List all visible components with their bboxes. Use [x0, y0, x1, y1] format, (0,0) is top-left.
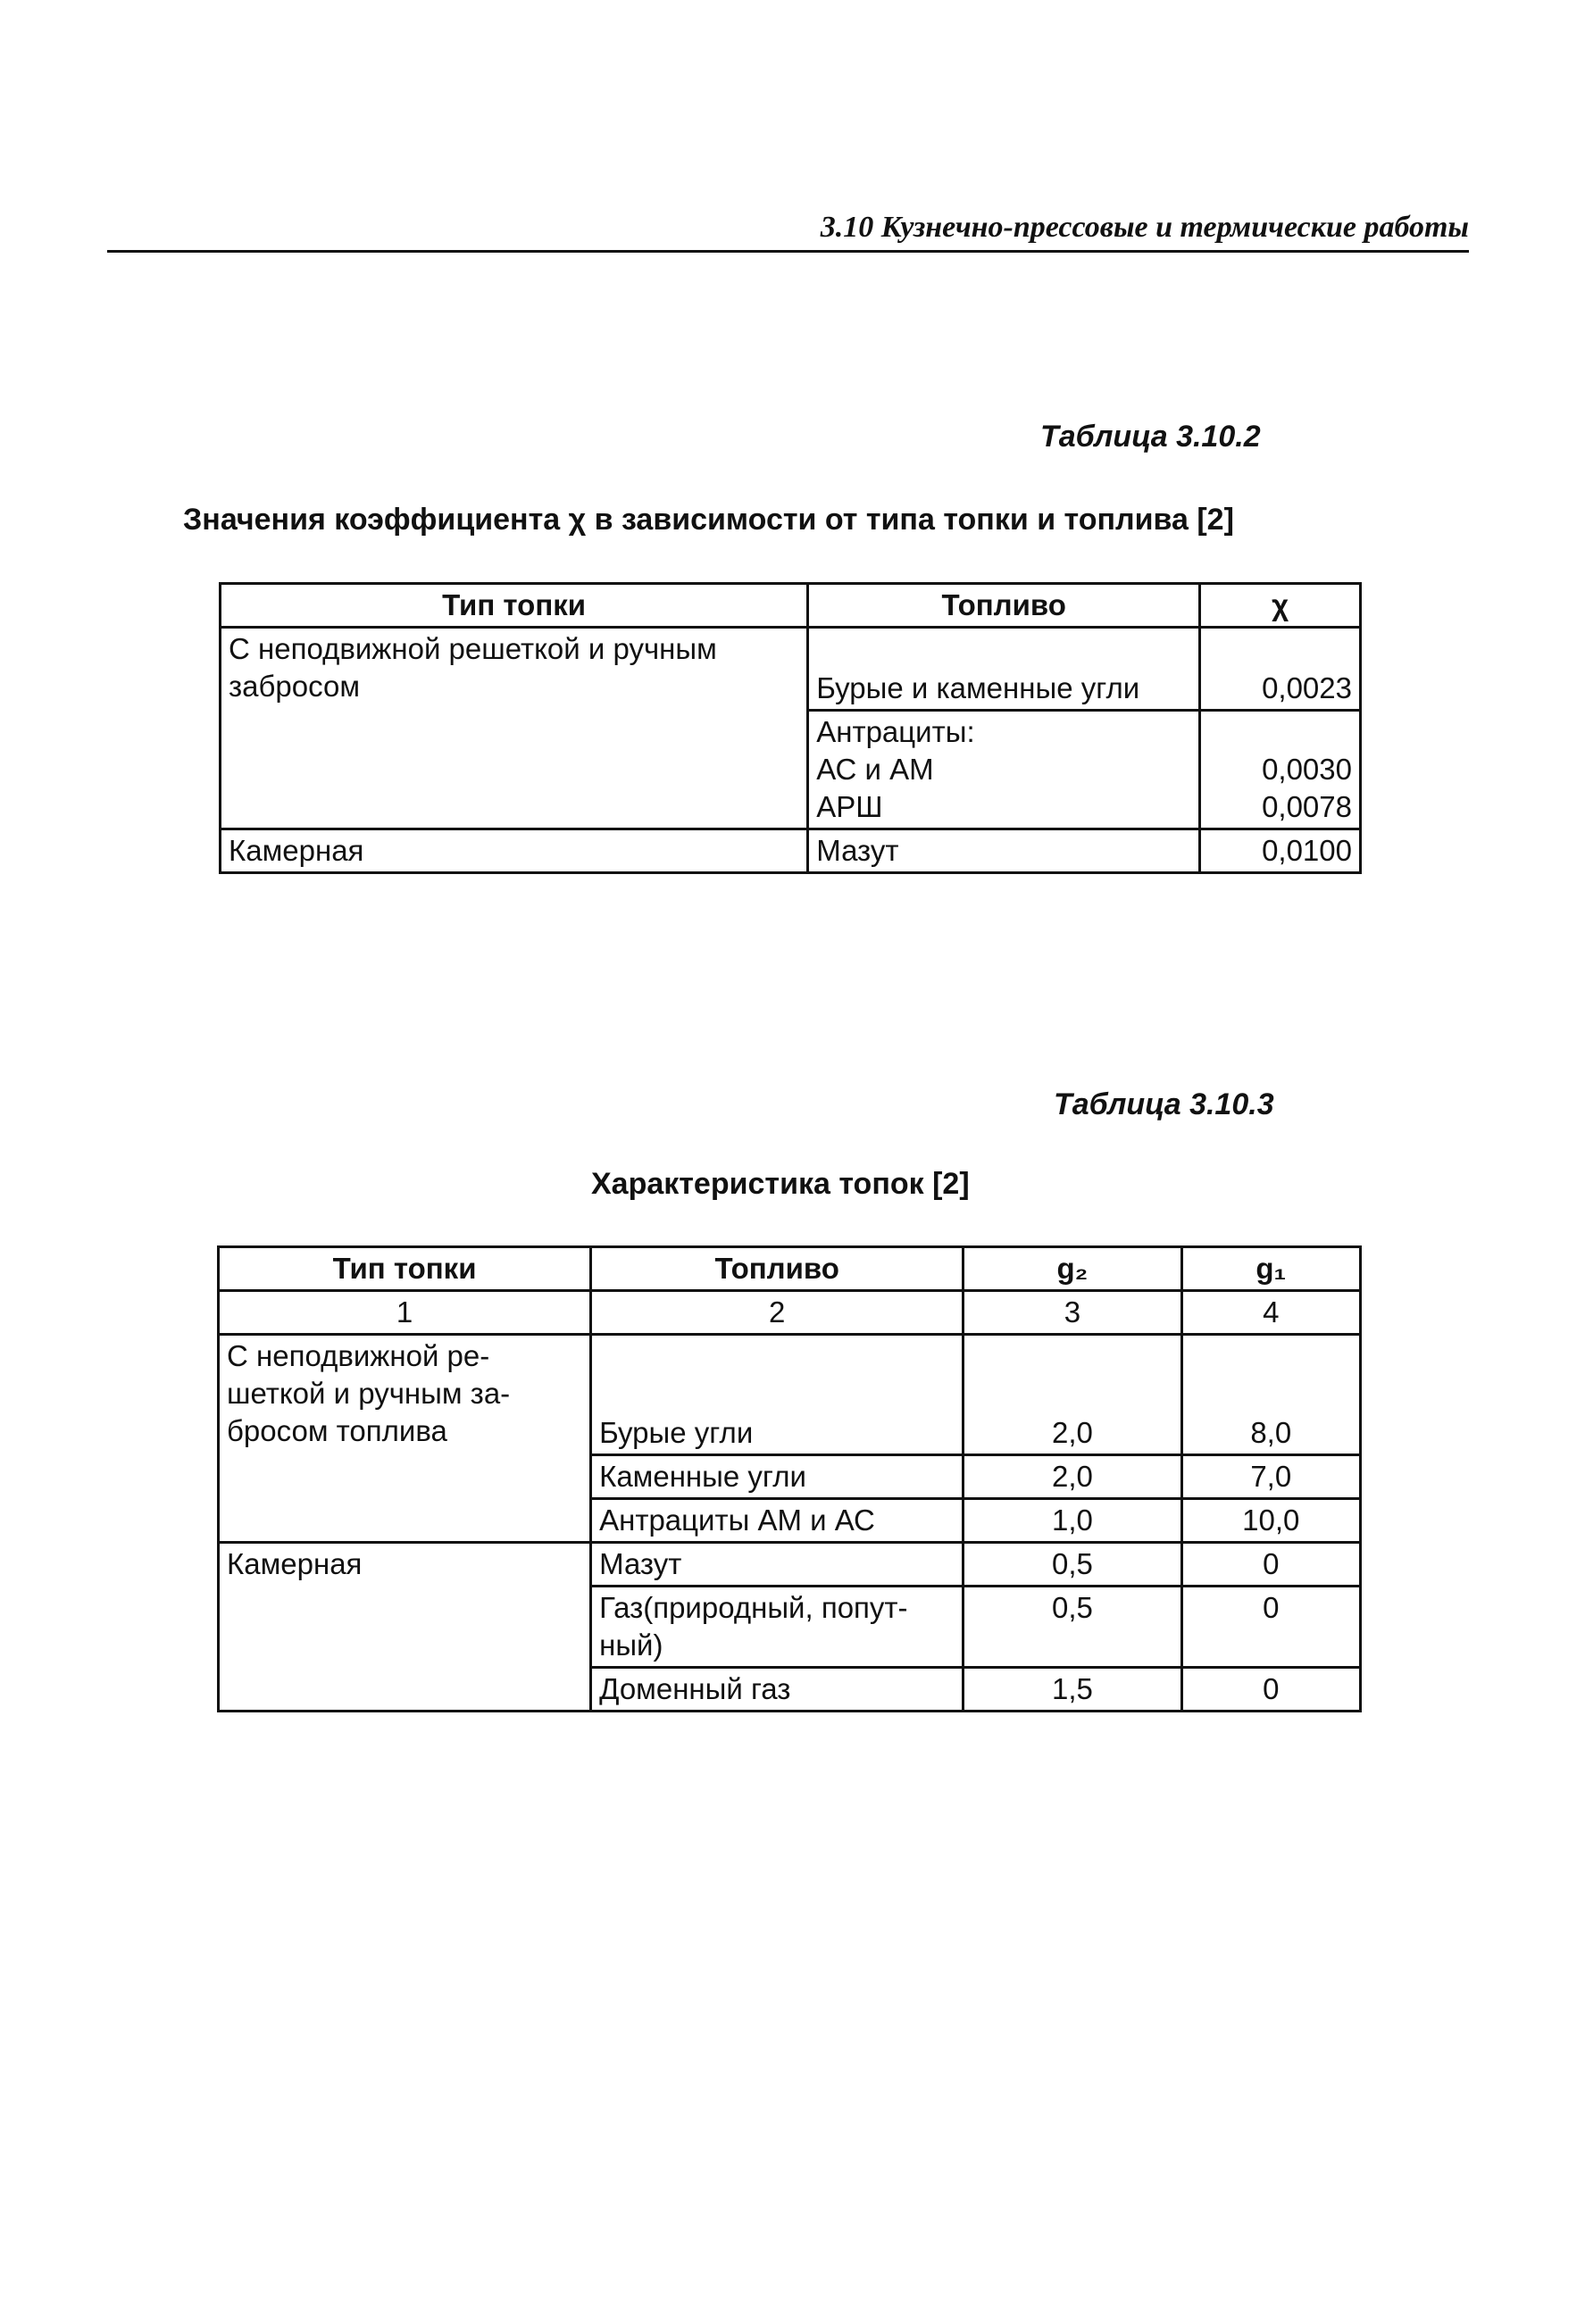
table-row	[219, 1335, 1361, 1455]
table1-value: 0,0030	[1262, 753, 1352, 786]
table2-col-g2: g₂	[964, 1247, 1181, 1291]
table2-fuel-cell: Каменные угли	[591, 1455, 964, 1499]
table1-value-cell: 0,0023	[1200, 628, 1361, 711]
table1-col-type: Тип топки	[221, 584, 808, 628]
table1-header-row	[221, 584, 1361, 628]
table2-fuel-line: Газ(природный, попут-	[599, 1591, 908, 1624]
table2-fuel-line: ный)	[599, 1628, 663, 1662]
table1-value: 0,0078	[1262, 790, 1352, 823]
table1-fuel-item: АРШ	[816, 790, 883, 823]
table2-fuel-cell	[591, 1587, 964, 1668]
table2-fuel-cell: Антрациты АМ и АС	[591, 1499, 964, 1543]
table2-fuel-cell: Бурые угли	[591, 1335, 964, 1455]
table1-fuel-cell: Мазут	[808, 829, 1200, 873]
table2-col-type: Тип топки	[219, 1247, 591, 1291]
table2-number-row	[219, 1291, 1361, 1335]
running-head-text: 3.10 Кузнечно-прессовые и термические работы	[820, 211, 1469, 244]
table2-fuel-cell: Доменный газ	[591, 1668, 964, 1712]
table-row	[221, 829, 1361, 873]
table-row	[221, 628, 1361, 711]
table1-fuel-cell	[808, 711, 1200, 829]
table2-header-row	[219, 1247, 1361, 1291]
table2-g1-cell: 8,0	[1181, 1335, 1360, 1455]
table2-g1-cell: 0	[1181, 1587, 1360, 1668]
table2-type-cell: Камерная	[219, 1543, 591, 1712]
table2-type-line: шеткой и ручным за-	[227, 1377, 511, 1410]
table1-fuel-cell: Бурые и каменные угли	[808, 628, 1200, 711]
table2	[217, 1245, 1362, 1712]
table2-colnum: 4	[1181, 1291, 1360, 1335]
table2-type-line: бросом топлива	[227, 1414, 447, 1447]
table-row	[219, 1543, 1361, 1587]
table1-number: Таблица 3.10.2	[1040, 420, 1261, 454]
table1-value-cell	[1200, 711, 1361, 829]
table1-fuel-item: АС и АМ	[816, 753, 934, 786]
table2-g1-cell: 0	[1181, 1668, 1360, 1712]
table2-g1-cell: 7,0	[1181, 1455, 1360, 1499]
table2-col-fuel: Топливо	[591, 1247, 964, 1291]
table2-g2-cell: 1,0	[964, 1499, 1181, 1543]
table2-g2-cell: 1,5	[964, 1668, 1181, 1712]
table2-type-cell	[219, 1335, 591, 1543]
table2-fuel-cell: Мазут	[591, 1543, 964, 1587]
table1-type-cell: С неподвижной решеткой и ручным забросом	[221, 628, 808, 829]
table2-colnum: 3	[964, 1291, 1181, 1335]
table2-title: Характеристика топок [2]	[591, 1167, 970, 1201]
table1-fuel-group: Антрациты:	[816, 715, 975, 748]
table2-type-line: С неподвижной ре-	[227, 1339, 490, 1372]
table2-g1-cell: 0	[1181, 1543, 1360, 1587]
table2-number: Таблица 3.10.3	[1054, 1087, 1274, 1121]
table1	[219, 582, 1362, 874]
table1-type-cell: Камерная	[221, 829, 808, 873]
table1-col-fuel: Топливо	[808, 584, 1200, 628]
table1-col-chi: χ	[1200, 584, 1361, 628]
table2-g2-cell: 2,0	[964, 1335, 1181, 1455]
table1-title: Значения коэффициента χ в зависимости от типа топки и топлива [2]	[183, 503, 1234, 537]
table2-col-g1: g₁	[1181, 1247, 1360, 1291]
table2-g1-cell: 10,0	[1181, 1499, 1360, 1543]
table2-g2-cell: 0,5	[964, 1587, 1181, 1668]
table2-colnum: 1	[219, 1291, 591, 1335]
table2-colnum: 2	[591, 1291, 964, 1335]
table2-g2-cell: 2,0	[964, 1455, 1181, 1499]
running-head	[107, 205, 1469, 253]
table2-g2-cell: 0,5	[964, 1543, 1181, 1587]
table1-value-cell: 0,0100	[1200, 829, 1361, 873]
